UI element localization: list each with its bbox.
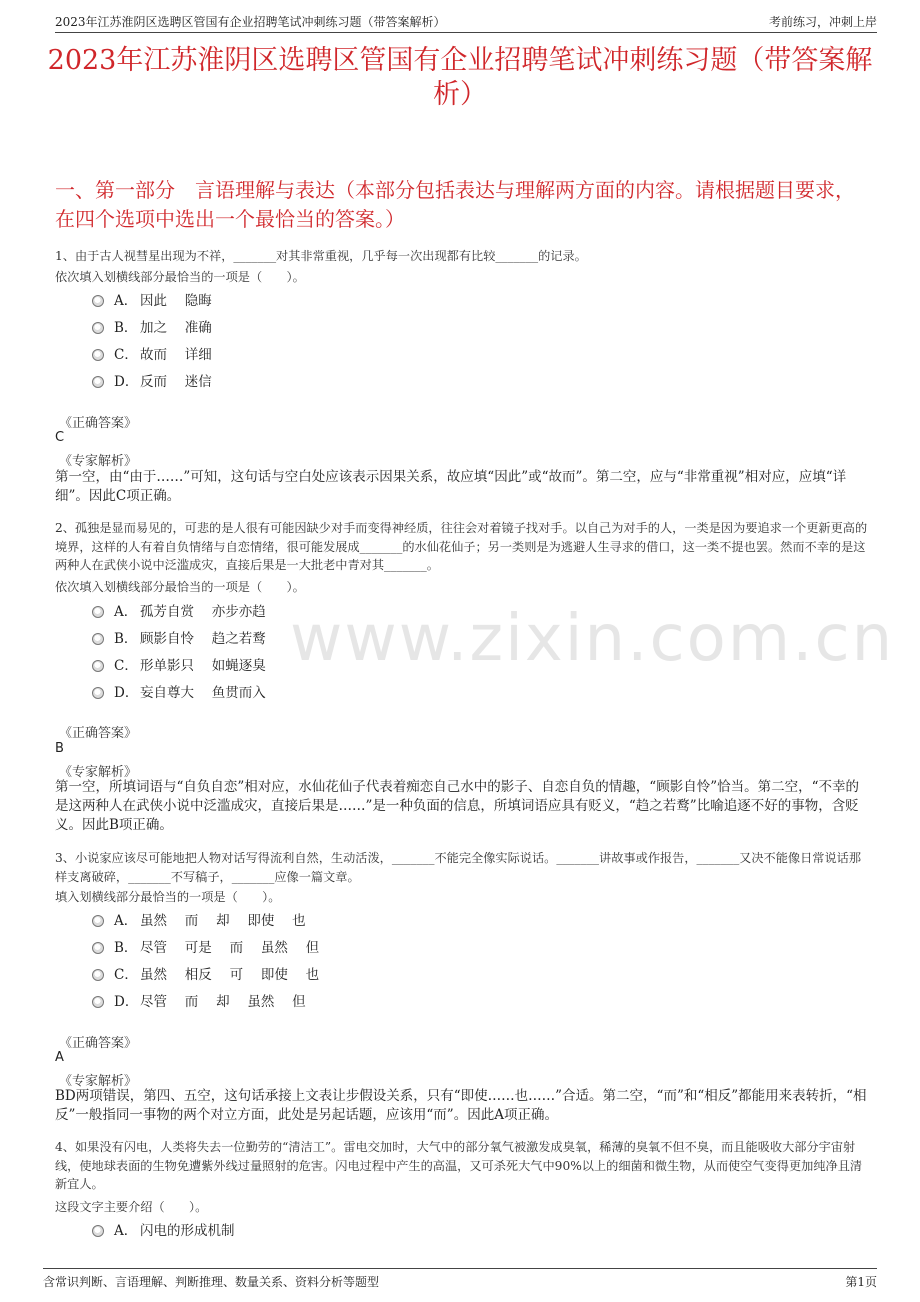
question-3-instruction: 填入划横线部分最恰当的一项是（ ）。	[55, 890, 281, 904]
watermark: www.zixin.com.cn	[290, 602, 895, 676]
radio-icon[interactable]	[92, 322, 104, 334]
radio-icon[interactable]	[92, 687, 104, 699]
question-2-option-b[interactable]: B． 顾影自怜 趋之若鹜	[92, 627, 266, 647]
question-2-option-a[interactable]: A． 孤芳自赏 亦步亦趋	[92, 600, 266, 620]
question-4-option-a[interactable]: A． 闪电的形成机制	[92, 1219, 235, 1239]
page-footer	[43, 1268, 877, 1293]
page-number: 第1页	[845, 1275, 877, 1289]
section-heading: 一、第一部分 言语理解与表达（本部分包括表达与理解两方面的内容。请根据题目要求，在四个选项中选出一个最恰当的答案。）	[55, 178, 855, 231]
question-3-analysis: BD两项错误，第四、五空，这句话承接上文表让步假设关系，只有“即使……也……”合适。第二空，“而”和“相反”都能用来表转折，“相反”一般指同一事物的两个对立方面，此处是另起话题，应该用“而”。因此A项正确。	[55, 1088, 867, 1123]
question-1-analysis: 第一空，由“由于……”可知，这句话与空白处应该表示因果关系，故应填“因此”或“故而”。第二空，应与“非常重视”相对应，应填“详细”。因此C项正确。	[55, 469, 847, 504]
header-slogan: 考前练习，冲刺上岸	[768, 15, 877, 29]
question-1-option-b[interactable]: B． 加之 准确	[92, 316, 212, 336]
question-2-analysis: 第一空，所填词语与“自负自恋”相对应，水仙花仙子代表着痴恋自己水中的影子、自恋自负的情趣，“顾影自怜”恰当。第二空，“不幸的是这两种人在武侠小说中泛滥成灾，直接后果是……”是一种负面的信息，所填词语应具有贬义，“趋之若鹜”比喻追逐不好的事物，含贬义。因此B项正确。	[55, 779, 860, 833]
question-1-option-c[interactable]: C． 故而 详细	[92, 343, 212, 363]
page-title: 2023年江苏淮阴区选聘区管国有企业招聘笔试冲刺练习题（带答案解析）	[47, 45, 873, 110]
question-1-answer-label: 《正确答案》	[59, 416, 138, 431]
radio-icon[interactable]	[92, 942, 104, 954]
page-header	[55, 10, 877, 33]
question-2-analysis-label: 《专家解析》	[59, 765, 138, 780]
radio-icon[interactable]	[92, 915, 104, 927]
question-3-option-c[interactable]: C． 虽然 相反 可 即使 也	[92, 963, 319, 983]
question-3-answer-label: 《正确答案》	[59, 1036, 138, 1051]
question-1-instruction: 依次填入划横线部分最恰当的一项是（ ）。	[55, 270, 305, 284]
question-2-instruction: 依次填入划横线部分最恰当的一项是（ ）。	[55, 580, 305, 594]
radio-icon[interactable]	[92, 969, 104, 981]
radio-icon[interactable]	[92, 295, 104, 307]
question-2-stem: 2、孤独是显而易见的，可悲的是人很有可能因缺少对手而变得神经质，往往会对着镜子找对手。以自己为对手的人，一类是因为要追求一个更新更高的境界，这样的人有着自负情绪与自恋情绪，很可能发展成_______的水仙花仙子；另一类则是为逃避人生寻求的借口，这一类不提也罢。然而不幸的是这两种人在武侠小说中泛滥成灾，直接后果是一大批老中青对其_______。	[55, 521, 868, 572]
radio-icon[interactable]	[92, 996, 104, 1008]
question-3-option-a[interactable]: A． 虽然 而 却 即使 也	[92, 909, 306, 929]
radio-icon[interactable]	[92, 376, 104, 388]
question-1-option-d[interactable]: D． 反而 迷信	[92, 370, 212, 390]
question-4-instruction: 这段文字主要介绍（ ）。	[55, 1200, 208, 1214]
question-4-stem: 4、如果没有闪电，人类将失去一位勤劳的“清洁工”。雷电交加时，大气中的部分氧气被激发成臭氧，稀薄的臭氧不但不臭，而且能吸收大部分宇宙射线，使地球表面的生物免遭紫外线过量照射的危害。闪电过程中产生的高温，又可杀死大气中90%以上的细菌和微生物，从而使空气变得更加纯净且清新宜人。	[55, 1140, 863, 1191]
question-2-answer-label: 《正确答案》	[59, 726, 138, 741]
question-2-option-c[interactable]: C． 形单影只 如蝇逐臭	[92, 654, 266, 674]
header-doc-title: 2023年江苏淮阴区选聘区管国有企业招聘笔试冲刺练习题（带答案解析）	[55, 15, 446, 29]
footer-description: 含常识判断、言语理解、判断推理、数量关系、资料分析等题型	[43, 1275, 380, 1289]
question-3-answer: A	[55, 1050, 64, 1065]
radio-icon[interactable]	[92, 633, 104, 645]
question-3-option-b[interactable]: B． 尽管 可是 而 虽然 但	[92, 936, 319, 956]
radio-icon[interactable]	[92, 606, 104, 618]
question-3-stem: 3、小说家应该尽可能地把人物对话写得流利自然，生动活泼，_______不能完全像实际说话。_______讲故事或作报告，_______又决不能像日常说话那样支离破碎，_______不写稿子，_______应像一篇文章。	[55, 851, 862, 884]
question-1-stem: 1、由于古人视彗星出现为不祥，_______对其非常重视，几乎每一次出现都有比较_______的记录。	[55, 249, 587, 263]
question-1-analysis-label: 《专家解析》	[59, 454, 138, 469]
question-1-option-a[interactable]: A． 因此 隐晦	[92, 289, 212, 309]
question-3-analysis-label: 《专家解析》	[59, 1074, 138, 1089]
question-1-answer: C	[55, 430, 65, 445]
radio-icon[interactable]	[92, 349, 104, 361]
question-3-option-d[interactable]: D． 尽管 而 却 虽然 但	[92, 990, 306, 1010]
question-2-answer: B	[55, 741, 64, 756]
radio-icon[interactable]	[92, 1225, 104, 1237]
question-2-option-d[interactable]: D． 妄自尊大 鱼贯而入	[92, 681, 266, 701]
radio-icon[interactable]	[92, 660, 104, 672]
